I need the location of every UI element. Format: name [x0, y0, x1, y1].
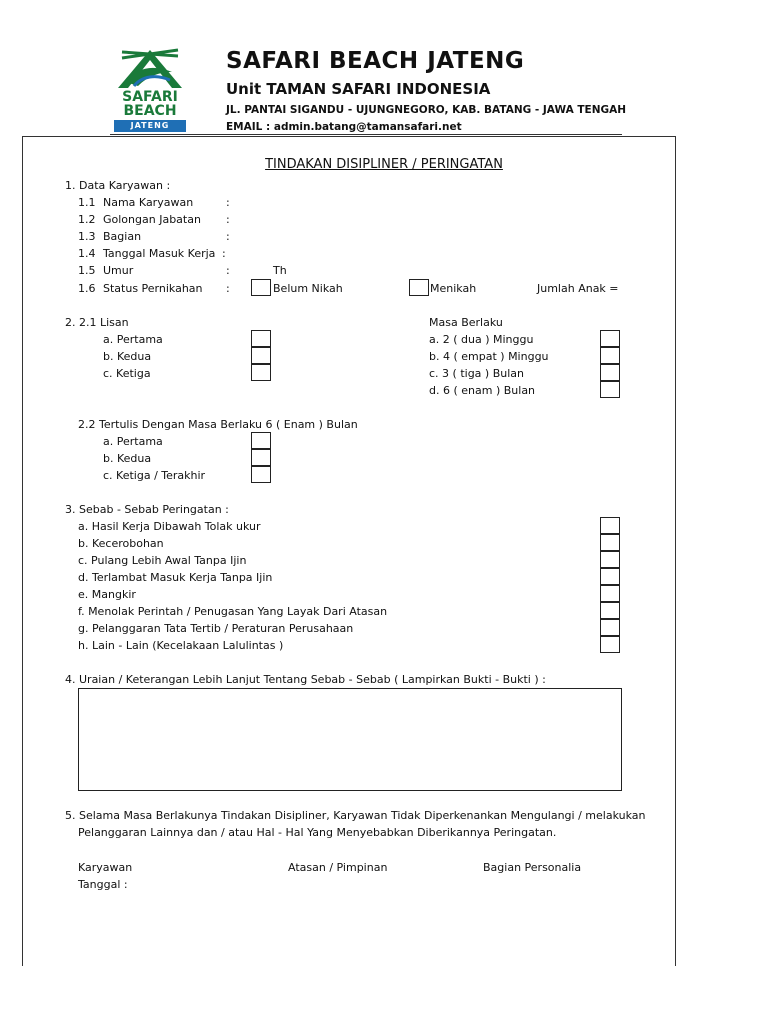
masa-item-3-bulan: c. 3 ( tiga ) Bulan [429, 367, 524, 380]
company-address: JL. PANTAI SIGANDU - UJUNGNEGORO, KAB. BATANG - JAWA TENGAH [226, 104, 627, 116]
masa-checkbox-3-bulan[interactable] [600, 364, 620, 381]
lisan-item-ketiga: c. Ketiga [103, 367, 151, 380]
menikah-label: Menikah [430, 282, 477, 295]
menikah-checkbox[interactable] [409, 279, 429, 296]
sebab-item-g: g. Pelanggaran Tata Tertib / Peraturan Perusahaan [78, 622, 354, 635]
lisan-heading: 2. 2.1 Lisan [65, 316, 129, 329]
section1-heading: 1. Data Karyawan : [65, 179, 171, 192]
field-colon: : [226, 213, 230, 226]
section3-heading: 3. Sebab - Sebab Peringatan : [65, 503, 229, 516]
jumlah-anak-label: Jumlah Anak = [537, 282, 619, 295]
sebab-checkbox-a[interactable] [600, 517, 620, 534]
signature-karyawan: Karyawan [78, 861, 133, 874]
field-label: Bagian [103, 230, 142, 243]
section5-line2: Pelanggaran Lainnya dan / atau Hal - Hal Yang Menyebabkan Diberikannya Peringatan. [78, 826, 557, 839]
field-label: Status Pernikahan [103, 282, 203, 295]
sebab-checkbox-f[interactable] [600, 602, 620, 619]
section4-heading: 4. Uraian / Keterangan Lebih Lanjut Tentang Sebab - Sebab ( Lampirkan Bukti - Bukti ) : [65, 673, 546, 686]
field-num: 1.5 [78, 264, 96, 277]
tertulis-item-ketiga: c. Ketiga / Terakhir [103, 469, 206, 482]
field-num: 1.4 [78, 247, 96, 260]
masa-item-2-minggu: a. 2 ( dua ) Minggu [429, 333, 534, 346]
company-name: SAFARI BEACH JATENG [226, 48, 525, 74]
field-label: Nama Karyawan [103, 196, 194, 209]
sebab-checkbox-b[interactable] [600, 534, 620, 551]
tertulis-heading: 2.2 Tertulis Dengan Masa Berlaku 6 ( Enam ) Bulan [78, 418, 358, 431]
signature-atasan: Atasan / Pimpinan [288, 861, 388, 874]
sebab-item-a: a. Hasil Kerja Dibawah Tolak ukur [78, 520, 261, 533]
field-colon: : [222, 247, 226, 260]
sebab-item-d: d. Terlambat Masuk Kerja Tanpa Ijin [78, 571, 273, 584]
uraian-text-area[interactable] [78, 688, 622, 791]
field-colon: : [226, 196, 230, 209]
sebab-item-b: b. Kecerobohan [78, 537, 164, 550]
tertulis-item-kedua: b. Kedua [103, 452, 152, 465]
section5-line1: 5. Selama Masa Berlakunya Tindakan Disipliner, Karyawan Tidak Diperkenankan Mengulangi / melakukan [65, 809, 646, 822]
lisan-item-pertama: a. Pertama [103, 333, 163, 346]
field-colon: : [226, 282, 230, 295]
field-num: 1.1 [78, 196, 96, 209]
sebab-checkbox-e[interactable] [600, 585, 620, 602]
masa-item-4-minggu: b. 4 ( empat ) Minggu [429, 350, 549, 363]
field-label: Umur [103, 264, 134, 277]
lisan-checkbox-kedua[interactable] [251, 347, 271, 364]
field-num: 1.3 [78, 230, 96, 243]
masa-berlaku-heading: Masa Berlaku [429, 316, 503, 329]
sebab-checkbox-d[interactable] [600, 568, 620, 585]
sebab-checkbox-c[interactable] [600, 551, 620, 568]
logo-text-jateng: JATENG [114, 120, 186, 132]
sebab-item-f: f. Menolak Perintah / Penugasan Yang Layak Dari Atasan [78, 605, 388, 618]
company-email: EMAIL : admin.batang@tamansafari.net [226, 121, 462, 133]
masa-checkbox-4-minggu[interactable] [600, 347, 620, 364]
umur-unit: Th [273, 264, 287, 277]
document-title: TINDAKAN DISIPLINER / PERINGATAN [265, 157, 503, 172]
masa-checkbox-2-minggu[interactable] [600, 330, 620, 347]
belum-nikah-label: Belum Nikah [273, 282, 343, 295]
logo-text-safari: SAFARI [122, 89, 178, 105]
tertulis-item-pertama: a. Pertama [103, 435, 163, 448]
signature-tanggal: Tanggal : [78, 878, 128, 891]
field-colon: : [226, 230, 230, 243]
sebab-checkbox-h[interactable] [600, 636, 620, 653]
tertulis-checkbox-pertama[interactable] [251, 432, 271, 449]
company-logo [112, 46, 188, 134]
field-num: 1.2 [78, 213, 96, 226]
signature-personalia: Bagian Personalia [483, 861, 582, 874]
lisan-checkbox-pertama[interactable] [251, 330, 271, 347]
form-frame [22, 136, 676, 966]
header-divider [110, 134, 622, 135]
lisan-item-kedua: b. Kedua [103, 350, 152, 363]
company-unit: Unit TAMAN SAFARI INDONESIA [226, 80, 491, 98]
field-label: Tanggal Masuk Kerja [103, 247, 216, 260]
field-num: 1.6 [78, 282, 96, 295]
sebab-item-e: e. Mangkir [78, 588, 136, 601]
field-label: Golongan Jabatan [103, 213, 201, 226]
belum-nikah-checkbox[interactable] [251, 279, 271, 296]
sebab-item-c: c. Pulang Lebih Awal Tanpa Ijin [78, 554, 247, 567]
lisan-checkbox-ketiga[interactable] [251, 364, 271, 381]
sebab-item-h: h. Lain - Lain (Kecelakaan Lalulintas ) [78, 639, 284, 652]
logo-text-beach: BEACH [123, 103, 177, 119]
tertulis-checkbox-kedua[interactable] [251, 449, 271, 466]
sebab-checkbox-g[interactable] [600, 619, 620, 636]
field-colon: : [226, 264, 230, 277]
tertulis-checkbox-ketiga[interactable] [251, 466, 271, 483]
masa-checkbox-6-bulan[interactable] [600, 381, 620, 398]
masa-item-6-bulan: d. 6 ( enam ) Bulan [429, 384, 536, 397]
